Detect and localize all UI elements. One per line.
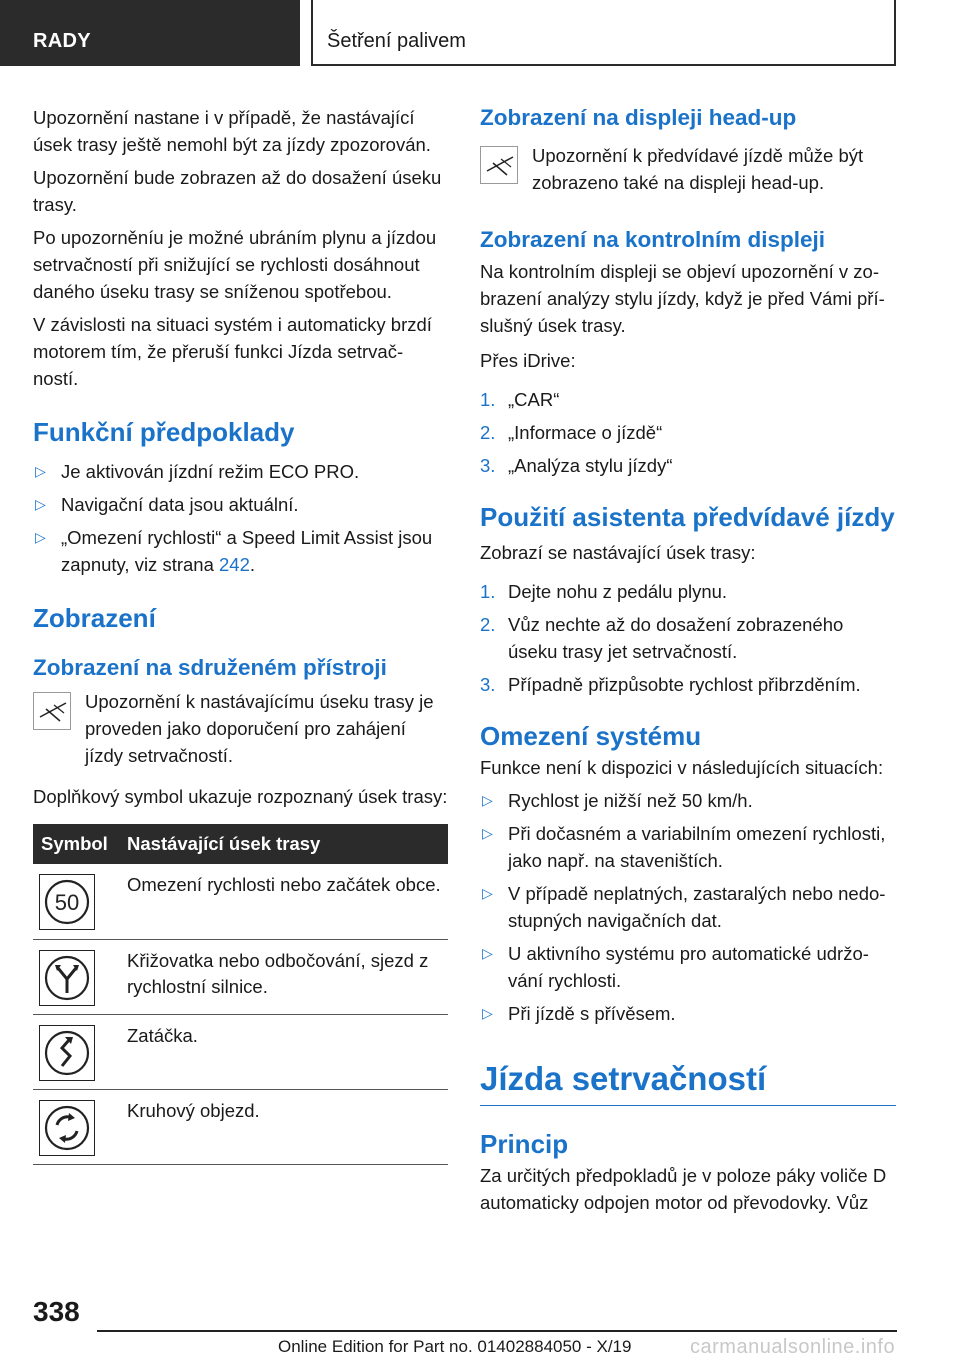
junction-icon [39, 950, 95, 1006]
section-label: RADY [33, 30, 91, 52]
col-header-desc: Nastávající úsek trasy [119, 824, 448, 864]
paragraph: Po upozorněníu je možné ubráním plynu a jízdou setrvačností při snižující se rychlosti dosáhnout daného úseku trasy se sníženou spotřebou. [33, 227, 437, 302]
table-row [33, 864, 448, 939]
row-desc: Zatáčka. [119, 1014, 448, 1089]
symbol-intro: Doplňkový symbol ukazuje rozpoznaný úsek trasy: [33, 786, 448, 807]
note-icon [480, 146, 518, 184]
list-item: 3. „Analýza stylu jízdy“ [480, 455, 673, 476]
heading-use-assistant: Použití asistenta předvídavé jízdy [480, 502, 895, 532]
page-number: 338 [33, 1296, 80, 1327]
paragraph: Upozornění bude zobrazen až do dosažení úseku trasy. [33, 167, 442, 215]
footer-divider [97, 1330, 897, 1332]
list-item: ▷ Je aktivován jízdní režim ECO PRO. [33, 458, 448, 485]
page-link[interactable]: 242 [219, 554, 250, 575]
list-item: ▷ Při dočasném a variabilním omezení rychlosti, jako např. na staveništích. [480, 820, 896, 874]
limits-list [480, 787, 896, 1027]
triangle-bullet-icon: ▷ [482, 945, 493, 961]
heading-limits: Omezení systému [480, 721, 702, 751]
list-item: ▷ Při jízdě s přívěsem. [480, 1000, 896, 1027]
use-steps [480, 578, 896, 698]
paragraph: Funkce není k dispozici v následujících situacích: [480, 757, 884, 778]
prerequisites-list [33, 458, 448, 578]
row-desc: Omezení rychlosti nebo začátek obce. [119, 864, 448, 939]
list-item: ▷ V případě neplatných, zastaralých nebo nedo-stupných navigačních dat. [480, 880, 896, 934]
heading-principle: Princip [480, 1129, 569, 1159]
triangle-bullet-icon: ▷ [482, 792, 493, 808]
curve-icon [39, 1025, 95, 1081]
heading-control-display: Zobrazení na kontrolním displeji [480, 227, 826, 252]
list-item: 2. Vůz nechte až do dosažení zobrazeného úseku trasy jet setrvačností. [480, 614, 844, 662]
paragraph: Za určitých předpokladů je v poloze páky voliče D automaticky odpojen motor od převodovky. Vůz [480, 1165, 887, 1213]
paragraph: Přes iDrive: [480, 350, 576, 371]
list-item: 2. „Informace o jízdě“ [480, 422, 663, 443]
heading-display: Zobrazení [33, 603, 156, 633]
hud-note: Upozornění k předvídavé jízdě může být zobrazeno také na displeji head-up. [480, 142, 896, 196]
paragraph: Upozornění nastane i v případě, že nastávající úsek trasy ještě nemohl být za jízdy zpozorován. [33, 107, 431, 155]
svg-text:50: 50 [54, 890, 80, 915]
speed-limit-icon [39, 874, 95, 930]
table-row [33, 939, 448, 1014]
section-tab [0, 0, 300, 66]
triangle-bullet-icon: ▷ [35, 529, 46, 545]
heading-prerequisites: Funkční předpoklady [33, 417, 295, 447]
roundabout-icon [39, 1100, 95, 1156]
table-row [33, 1089, 448, 1164]
paragraph: Na kontrolním displeji se objeví upozornění v zo-brazení analýzy stylu jízdy, když je před Vámi pří-slušný úsek trasy. [480, 261, 885, 336]
symbol-table [33, 824, 448, 1165]
chapter-tab [311, 0, 896, 66]
triangle-bullet-icon: ▷ [35, 496, 46, 512]
edition-text: Online Edition for Part no. 01402884050 - X/19 [278, 1337, 632, 1356]
triangle-bullet-icon: ▷ [482, 1005, 493, 1021]
list-item: ▷ U aktivního systému pro automatické udržo-vání rychlosti. [480, 940, 896, 994]
list-item: ▷ Rychlost je nižší než 50 km/h. [480, 787, 896, 814]
list-item: 1. Dejte nohu z pedálu plynu. [480, 581, 728, 602]
paragraph: Zobrazí se nastávající úsek trasy: [480, 542, 756, 563]
list-item: ▷ „Omezení rychlosti“ a Speed Limit Assist jsou zapnuty, viz strana 242. [33, 524, 448, 578]
row-desc: Křižovatka nebo odbočování, sjezd z rychlostní silnice. [119, 939, 448, 1014]
heading-coasting: Jízda setrvačností [480, 1059, 896, 1106]
paragraph: V závislosti na situaci systém i automaticky brzdí motorem tím, že přeruší funkci Jízda setrvač-ností. [33, 314, 432, 389]
chapter-label: Šetření palivem [327, 30, 466, 52]
heading-cluster: Zobrazení na sdruženém přístroji [33, 655, 387, 680]
heading-hud: Zobrazení na displeji head-up [480, 105, 797, 130]
triangle-bullet-icon: ▷ [35, 463, 46, 479]
triangle-bullet-icon: ▷ [482, 885, 493, 901]
cluster-note: Upozornění k nastávajícímu úseku trasy je proveden jako doporučení pro zahájení jízdy setrvačností. [33, 688, 448, 769]
left-column [33, 104, 448, 1165]
note-icon [33, 692, 71, 730]
table-row [33, 1014, 448, 1089]
list-item: 3. Případně přizpůsobte rychlost přibrzděním. [480, 674, 861, 695]
list-item: ▷ Navigační data jsou aktuální. [33, 491, 448, 518]
col-header-symbol: Symbol [33, 824, 119, 864]
triangle-bullet-icon: ▷ [482, 825, 493, 841]
watermark: carmanualsonline.info [690, 1336, 896, 1358]
list-item: 1. „CAR“ [480, 389, 560, 410]
row-desc: Kruhový objezd. [119, 1089, 448, 1164]
right-column [480, 104, 896, 1222]
idrive-steps [480, 386, 896, 479]
page-header [0, 0, 960, 66]
